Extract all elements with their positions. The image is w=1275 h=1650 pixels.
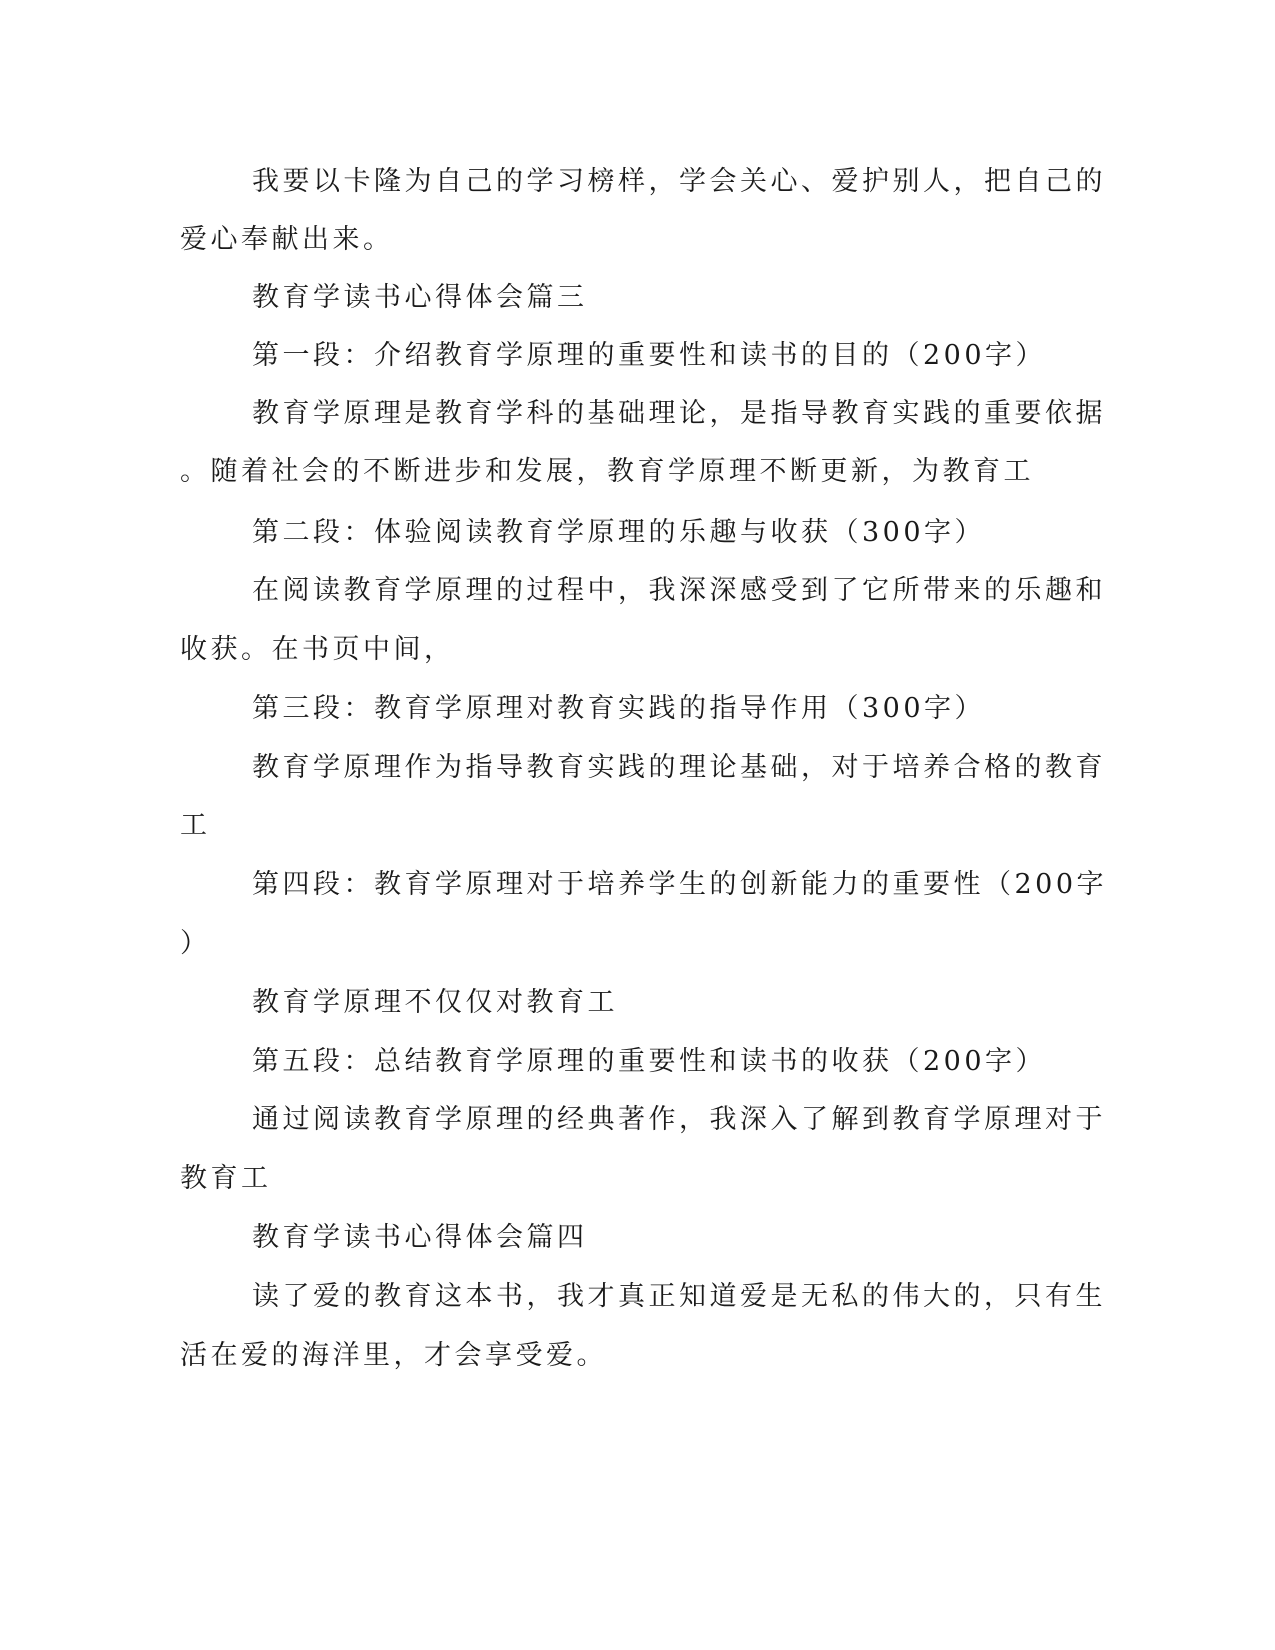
- paragraph-heading: 第三段：教育学原理对教育实践的指导作用（300字）: [252, 693, 986, 724]
- paragraph-line: 教育学原理作为指导教育实践的理论基础，对于培养合格的教育: [252, 752, 1106, 783]
- paragraph-heading: 第四段：教育学原理对于培养学生的创新能力的重要性（200字: [252, 869, 1108, 900]
- paragraph-line: 读了爱的教育这本书，我才真正知道爱是无私的伟大的，只有生: [252, 1281, 1106, 1312]
- paragraph-heading: 第二段：体验阅读教育学原理的乐趣与收获（300字）: [252, 517, 986, 548]
- paragraph-line: ）: [180, 928, 211, 959]
- section-heading: 教育学读书心得体会篇三: [252, 282, 588, 313]
- paragraph-heading: 第五段：总结教育学原理的重要性和读书的收获（200字）: [252, 1046, 1047, 1077]
- paragraph-heading: 第一段：介绍教育学原理的重要性和读书的目的（200字）: [252, 340, 1047, 371]
- paragraph-line: 教育学原理是教育学科的基础理论，是指导教育实践的重要依据: [252, 398, 1106, 429]
- paragraph-line: 工: [180, 810, 211, 841]
- paragraph-line: 我要以卡隆为自己的学习榜样，学会关心、爱护别人，把自己的: [252, 166, 1106, 197]
- paragraph-line: 。随着社会的不断进步和发展，教育学原理不断更新，为教育工: [180, 456, 1034, 487]
- paragraph-line: 通过阅读教育学原理的经典著作，我深入了解到教育学原理对于: [252, 1104, 1106, 1135]
- paragraph-line: 收获。在书页中间，: [180, 634, 455, 665]
- section-heading: 教育学读书心得体会篇四: [252, 1222, 588, 1253]
- paragraph-line: 教育工: [180, 1163, 272, 1194]
- paragraph-line: 教育学原理不仅仅对教育工: [252, 987, 618, 1018]
- paragraph-line: 爱心奉献出来。: [180, 224, 394, 255]
- paragraph-line: 在阅读教育学原理的过程中，我深深感受到了它所带来的乐趣和: [252, 575, 1106, 606]
- paragraph-line: 活在爱的海洋里，才会享受爱。: [180, 1340, 607, 1371]
